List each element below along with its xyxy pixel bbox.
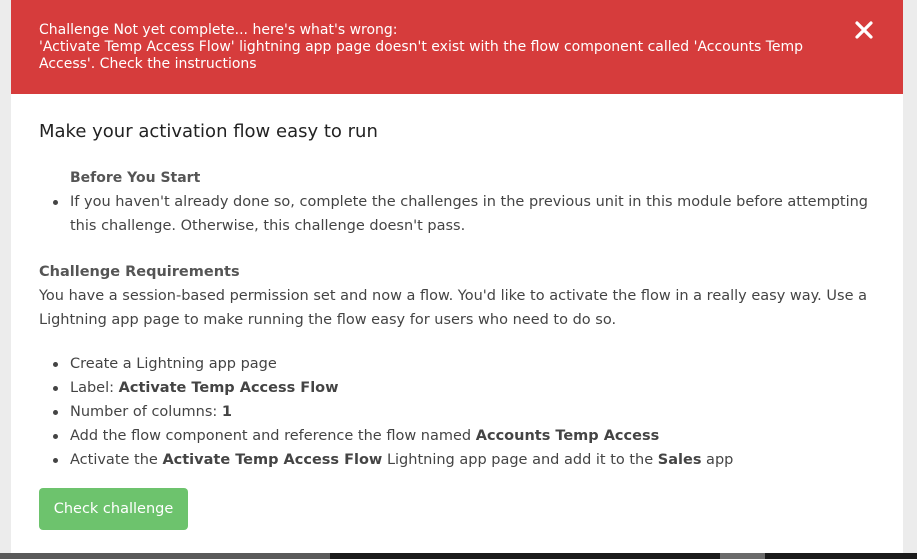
challenge-content	[39, 118, 879, 472]
close-icon[interactable]	[855, 21, 877, 43]
alert-line-3: Access'. Check the instructions	[39, 56, 257, 72]
list-item: If you haven't already done so, complete the challenges in the previous unit in this module before attempting this challenge. Otherwise, this challenge doesn't pass.	[39, 190, 879, 238]
bottom-bar	[0, 553, 917, 559]
bottom-bar-segment	[0, 553, 330, 559]
list-item: Create a Lightning app page	[39, 352, 879, 376]
list-item: Add the flow component and reference the flow named Accounts Temp Access	[39, 424, 879, 448]
check-challenge-button[interactable]: Check challenge	[39, 488, 188, 530]
frame-right	[903, 0, 917, 559]
before-list	[39, 190, 879, 238]
bottom-bar-segment	[720, 553, 765, 559]
requirements-text: You have a session-based permission set and now a flow. You'd like to activate the flow in a really easy way. Use a Lightning app page to make running the flow easy for users who need to do so.	[39, 288, 867, 328]
frame-left	[0, 0, 11, 559]
list-item: Label: Activate Temp Access Flow	[39, 376, 879, 400]
list-item: Activate the Activate Temp Access Flow Lightning app page and add it to the Sales app	[39, 448, 879, 472]
alert-line-1: Challenge Not yet complete... here's what's wrong:	[39, 22, 398, 38]
alert-line-2: 'Activate Temp Access Flow' lightning app page doesn't exist with the flow component called 'Accounts Temp	[39, 39, 804, 55]
requirements-list	[39, 352, 879, 472]
challenge-title: Make your activation flow easy to run	[39, 121, 378, 142]
list-item: Number of columns: 1	[39, 400, 879, 424]
before-you-start-heading: Before You Start	[70, 170, 201, 186]
requirements-heading: Challenge Requirements	[39, 264, 240, 280]
error-alert	[11, 0, 903, 94]
